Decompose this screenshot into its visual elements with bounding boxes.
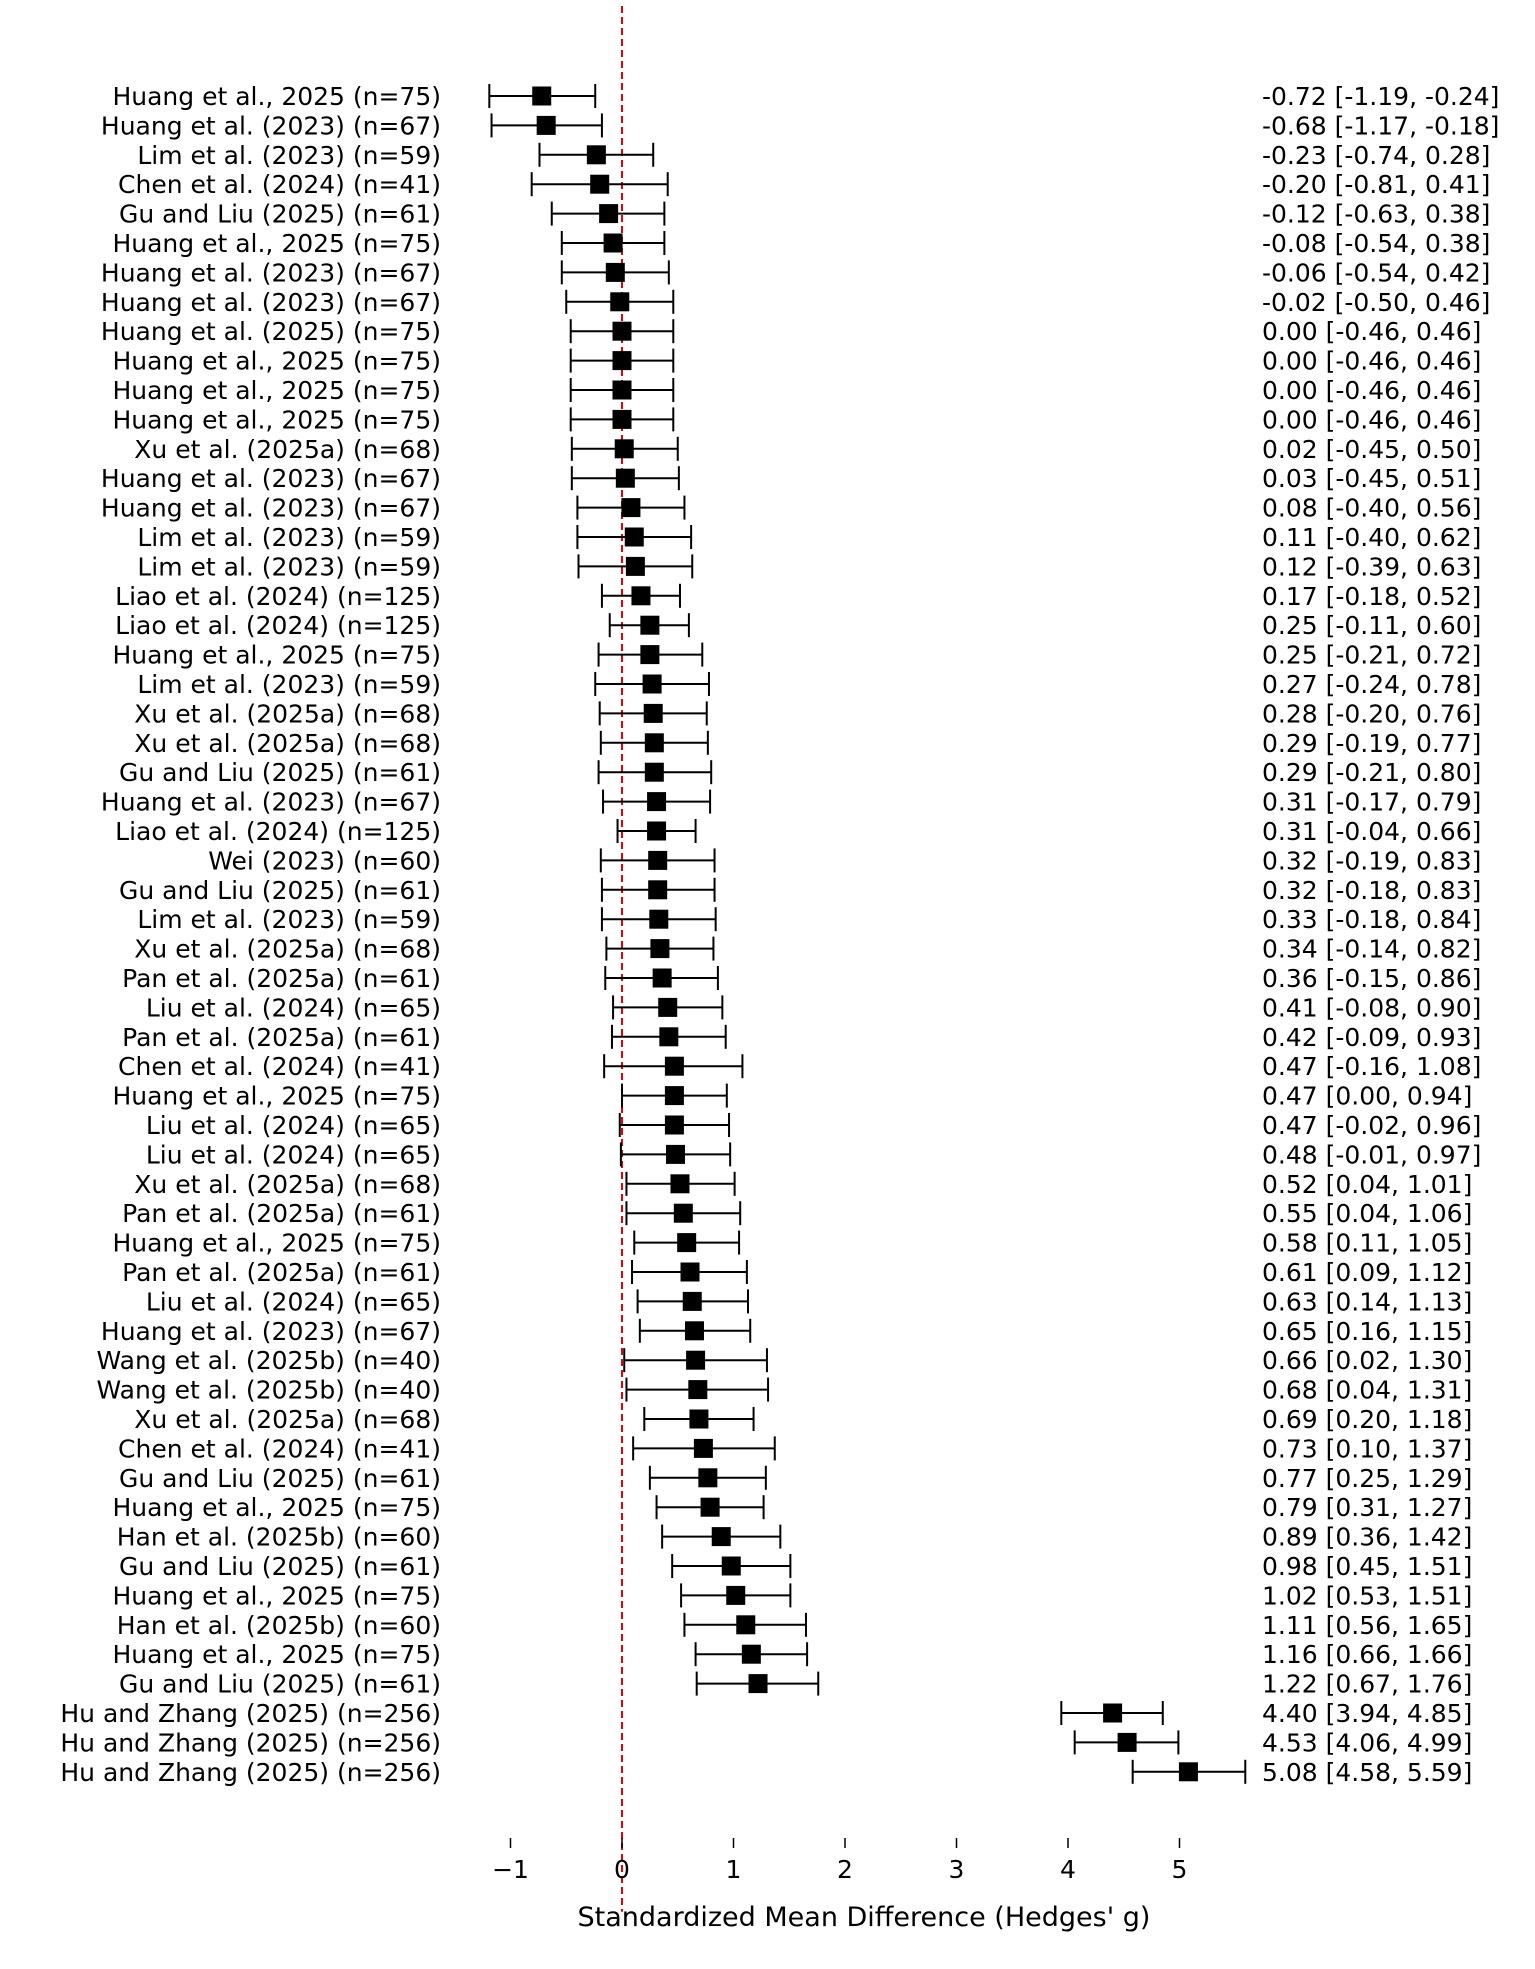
effect-marker bbox=[648, 851, 667, 870]
effect-ci-label: 1.16 [0.66, 1.66] bbox=[1262, 1640, 1473, 1670]
effect-ci-label: 0.02 [-0.45, 0.50] bbox=[1262, 434, 1482, 464]
study-label: Gu and Liu (2025) (n=61) bbox=[119, 875, 441, 905]
effect-ci-label: 0.03 [-0.45, 0.51] bbox=[1262, 464, 1482, 494]
effect-ci-label: 0.41 [-0.08, 0.90] bbox=[1262, 993, 1482, 1023]
effect-ci-label: 0.61 [0.09, 1.12] bbox=[1262, 1258, 1473, 1287]
effect-marker bbox=[631, 586, 650, 605]
effect-ci-label: 0.47 [-0.16, 1.08] bbox=[1262, 1052, 1482, 1082]
study-row bbox=[146, 1287, 1473, 1316]
effect-marker bbox=[615, 439, 634, 458]
effect-ci-label: 0.52 [0.04, 1.01] bbox=[1262, 1169, 1473, 1199]
effect-marker bbox=[606, 263, 625, 282]
study-label: Gu and Liu (2025) (n=61) bbox=[119, 1463, 441, 1493]
study-label: Xu et al. (2025a) (n=68) bbox=[134, 1169, 441, 1199]
study-row bbox=[137, 141, 1490, 170]
effect-ci-label: 0.65 [0.16, 1.15] bbox=[1262, 1316, 1473, 1346]
effect-ci-label: 0.98 [0.45, 1.51] bbox=[1262, 1552, 1473, 1581]
study-row bbox=[137, 523, 1481, 552]
effect-marker bbox=[688, 1380, 707, 1399]
study-label: Liao et al. (2024) (n=125) bbox=[115, 581, 441, 611]
effect-marker bbox=[621, 498, 640, 517]
study-row bbox=[115, 582, 1481, 611]
study-row bbox=[112, 347, 1481, 376]
study-label: Liao et al. (2024) (n=125) bbox=[115, 611, 441, 641]
study-label: Huang et al., 2025 (n=75) bbox=[112, 1493, 441, 1523]
effect-ci-label: -0.12 [-0.63, 0.38] bbox=[1262, 199, 1491, 229]
effect-marker bbox=[677, 1233, 696, 1252]
effect-marker bbox=[643, 675, 662, 694]
study-label: Huang et al. (2023) (n=67) bbox=[100, 493, 441, 523]
effect-ci-label: 0.17 [-0.18, 0.52] bbox=[1262, 581, 1482, 611]
study-label: Hu and Zhang (2025) (n=256) bbox=[60, 1699, 441, 1728]
effect-ci-label: 0.79 [0.31, 1.27] bbox=[1262, 1493, 1473, 1523]
effect-marker bbox=[1118, 1733, 1137, 1752]
effect-ci-label: 0.89 [0.36, 1.42] bbox=[1262, 1522, 1473, 1552]
study-label: Liu et al. (2024) (n=65) bbox=[145, 1140, 441, 1170]
effect-marker bbox=[749, 1674, 768, 1693]
study-row bbox=[118, 170, 1490, 199]
effect-marker bbox=[647, 792, 666, 811]
effect-ci-label: 0.48 [-0.01, 0.97] bbox=[1262, 1140, 1482, 1170]
effect-ci-label: -0.23 [-0.74, 0.28] bbox=[1262, 140, 1491, 170]
study-label: Xu et al. (2025a) (n=68) bbox=[134, 1405, 441, 1434]
effect-marker bbox=[640, 616, 659, 635]
effect-marker bbox=[674, 1204, 693, 1223]
study-row bbox=[60, 1699, 1472, 1728]
effect-ci-label: 1.11 [0.56, 1.65] bbox=[1262, 1610, 1473, 1640]
effect-ci-label: 0.27 [-0.24, 0.78] bbox=[1262, 670, 1482, 699]
study-label: Huang et al., 2025 (n=75) bbox=[112, 1640, 441, 1670]
study-label: Huang et al. (2023) (n=67) bbox=[100, 1316, 441, 1346]
effect-marker bbox=[726, 1586, 745, 1605]
effect-marker bbox=[683, 1292, 702, 1311]
study-row bbox=[119, 200, 1490, 229]
effect-ci-label: 0.28 [-0.20, 0.76] bbox=[1262, 699, 1482, 729]
effect-ci-label: 0.00 [-0.46, 0.46] bbox=[1262, 346, 1482, 376]
study-row bbox=[112, 405, 1481, 434]
effect-marker bbox=[613, 322, 632, 341]
effect-marker bbox=[742, 1645, 761, 1664]
study-row bbox=[112, 376, 1481, 405]
study-label: Chen et al. (2024) (n=41) bbox=[118, 1052, 441, 1082]
effect-ci-label: 0.34 [-0.14, 0.82] bbox=[1262, 934, 1482, 964]
study-label: Pan et al. (2025a) (n=61) bbox=[122, 964, 441, 993]
effect-ci-label: -0.72 [-1.19, -0.24] bbox=[1262, 82, 1500, 111]
effect-marker bbox=[650, 939, 669, 958]
study-label: Huang et al. (2023) (n=67) bbox=[100, 111, 441, 141]
study-label: Lim et al. (2023) (n=59) bbox=[137, 552, 441, 582]
study-label: Huang et al., 2025 (n=75) bbox=[112, 82, 441, 111]
effect-ci-label: 0.73 [0.10, 1.37] bbox=[1262, 1434, 1473, 1464]
effect-marker bbox=[701, 1498, 720, 1517]
study-row bbox=[101, 111, 1500, 140]
effect-marker bbox=[604, 234, 623, 253]
study-label: Lim et al. (2023) (n=59) bbox=[137, 670, 441, 699]
study-label: Huang et al., 2025 (n=75) bbox=[112, 1081, 441, 1111]
effect-marker bbox=[613, 381, 632, 400]
study-row bbox=[134, 435, 1481, 464]
study-row bbox=[134, 935, 1481, 964]
study-label: Huang et al. (2023) (n=67) bbox=[100, 464, 441, 494]
effect-marker bbox=[1103, 1704, 1122, 1723]
study-row bbox=[101, 258, 1491, 287]
effect-marker bbox=[610, 292, 629, 311]
effect-ci-label: 0.31 [-0.04, 0.66] bbox=[1262, 817, 1482, 846]
study-row bbox=[118, 1434, 1472, 1463]
study-row bbox=[146, 993, 1482, 1022]
study-row bbox=[101, 788, 1481, 817]
study-label: Xu et al. (2025a) (n=68) bbox=[134, 728, 441, 758]
effect-ci-label: 0.47 [0.00, 0.94] bbox=[1262, 1081, 1473, 1111]
x-tick-label: 0 bbox=[614, 1855, 630, 1884]
study-row bbox=[208, 846, 1481, 875]
study-row bbox=[115, 611, 1481, 640]
effect-marker bbox=[681, 1263, 700, 1282]
effect-marker bbox=[666, 1145, 685, 1164]
effect-marker bbox=[722, 1557, 741, 1576]
effect-ci-label: 0.25 [-0.21, 0.72] bbox=[1262, 640, 1482, 670]
effect-ci-label: 0.33 [-0.18, 0.84] bbox=[1262, 905, 1482, 935]
effect-marker bbox=[736, 1615, 755, 1634]
effect-marker bbox=[686, 1351, 705, 1370]
effect-marker bbox=[644, 704, 663, 723]
study-row bbox=[119, 1464, 1472, 1493]
study-label: Gu and Liu (2025) (n=61) bbox=[119, 758, 441, 788]
effect-ci-label: 0.55 [0.04, 1.06] bbox=[1262, 1199, 1473, 1229]
effect-marker bbox=[649, 910, 668, 929]
study-label: Gu and Liu (2025) (n=61) bbox=[119, 1669, 441, 1699]
effect-ci-label: -0.20 [-0.81, 0.41] bbox=[1262, 170, 1491, 200]
effect-ci-label: 0.42 [-0.09, 0.93] bbox=[1262, 1022, 1482, 1052]
study-label: Pan et al. (2025a) (n=61) bbox=[122, 1199, 441, 1229]
effect-marker bbox=[626, 557, 645, 576]
effect-ci-label: 0.31 [-0.17, 0.79] bbox=[1262, 787, 1482, 817]
effect-ci-label: 0.36 [-0.15, 0.86] bbox=[1262, 964, 1482, 993]
effect-marker bbox=[1179, 1762, 1198, 1781]
effect-marker bbox=[659, 1027, 678, 1046]
effect-marker bbox=[640, 645, 659, 664]
study-label: Chen et al. (2024) (n=41) bbox=[118, 170, 441, 200]
effect-marker bbox=[645, 733, 664, 752]
study-label: Wang et al. (2025b) (n=40) bbox=[96, 1375, 441, 1405]
study-row bbox=[146, 1140, 1482, 1169]
study-row bbox=[97, 1346, 1473, 1375]
effect-ci-label: 0.29 [-0.21, 0.80] bbox=[1262, 758, 1482, 788]
study-row bbox=[146, 1111, 1482, 1140]
effect-ci-label: 0.25 [-0.11, 0.60] bbox=[1262, 611, 1482, 641]
effect-marker bbox=[665, 1057, 684, 1076]
x-tick-label: 2 bbox=[837, 1855, 853, 1884]
study-label: Chen et al. (2024) (n=41) bbox=[118, 1434, 441, 1464]
study-row bbox=[112, 1229, 1472, 1258]
study-row bbox=[115, 817, 1481, 846]
effect-marker bbox=[587, 145, 606, 164]
effect-ci-label: 0.47 [-0.02, 0.96] bbox=[1262, 1111, 1482, 1140]
effect-marker bbox=[645, 763, 664, 782]
effect-ci-label: 0.66 [0.02, 1.30] bbox=[1262, 1346, 1473, 1376]
effect-ci-label: 0.00 [-0.46, 0.46] bbox=[1262, 317, 1482, 347]
study-label: Huang et al., 2025 (n=75) bbox=[112, 405, 441, 435]
effect-ci-label: -0.08 [-0.54, 0.38] bbox=[1262, 229, 1491, 258]
study-row bbox=[97, 1376, 1473, 1405]
study-row bbox=[122, 1023, 1481, 1052]
study-row bbox=[122, 1199, 1472, 1228]
study-label: Liao et al. (2024) (n=125) bbox=[115, 817, 441, 846]
study-label: Han et al. (2025b) (n=60) bbox=[116, 1610, 441, 1640]
effect-ci-label: 0.08 [-0.40, 0.56] bbox=[1262, 493, 1482, 523]
study-row bbox=[60, 1728, 1472, 1757]
effect-ci-label: 4.53 [4.06, 4.99] bbox=[1262, 1728, 1473, 1758]
effect-marker bbox=[689, 1410, 708, 1429]
study-label: Wei (2023) (n=60) bbox=[208, 846, 441, 876]
effect-ci-label: 0.69 [0.20, 1.18] bbox=[1262, 1405, 1473, 1434]
study-label: Huang et al., 2025 (n=75) bbox=[112, 1581, 441, 1611]
study-label: Gu and Liu (2025) (n=61) bbox=[119, 1552, 441, 1581]
effect-ci-label: 0.00 [-0.46, 0.46] bbox=[1262, 376, 1482, 405]
study-label: Liu et al. (2024) (n=65) bbox=[145, 993, 441, 1023]
effect-marker bbox=[712, 1527, 731, 1546]
study-row bbox=[112, 1493, 1472, 1522]
effect-ci-label: 0.58 [0.11, 1.05] bbox=[1262, 1228, 1473, 1258]
effect-ci-label: 1.02 [0.53, 1.51] bbox=[1262, 1581, 1473, 1611]
study-row bbox=[122, 1258, 1472, 1287]
study-row bbox=[112, 229, 1490, 258]
effect-marker bbox=[625, 528, 644, 547]
study-row bbox=[101, 317, 1481, 346]
effect-ci-label: -0.68 [-1.17, -0.18] bbox=[1262, 111, 1500, 141]
study-label: Lim et al. (2023) (n=59) bbox=[137, 905, 441, 935]
x-tick-label: 4 bbox=[1060, 1855, 1076, 1884]
study-label: Hu and Zhang (2025) (n=256) bbox=[60, 1728, 441, 1758]
effect-marker bbox=[532, 87, 551, 106]
x-tick-label: 3 bbox=[948, 1855, 965, 1884]
study-label: Xu et al. (2025a) (n=68) bbox=[134, 699, 441, 729]
effect-marker bbox=[599, 204, 618, 223]
study-label: Huang et al., 2025 (n=75) bbox=[112, 229, 441, 258]
study-label: Huang et al., 2025 (n=75) bbox=[112, 346, 441, 376]
effect-ci-label: 0.68 [0.04, 1.31] bbox=[1262, 1375, 1473, 1405]
effect-marker bbox=[647, 822, 666, 841]
effect-ci-label: 4.40 [3.94, 4.85] bbox=[1262, 1699, 1473, 1728]
study-label: Huang et al., 2025 (n=75) bbox=[112, 376, 441, 405]
effect-ci-label: -0.02 [-0.50, 0.46] bbox=[1262, 287, 1491, 317]
x-axis-title: Standardized Mean Difference (Hedges' g) bbox=[577, 1902, 1151, 1933]
effect-marker bbox=[685, 1321, 704, 1340]
study-row bbox=[60, 1758, 1472, 1787]
study-row bbox=[117, 1523, 1473, 1552]
study-label: Pan et al. (2025a) (n=61) bbox=[122, 1022, 441, 1052]
effect-ci-label: -0.06 [-0.54, 0.42] bbox=[1262, 258, 1491, 288]
study-row bbox=[112, 1640, 1472, 1669]
effect-marker bbox=[694, 1439, 713, 1458]
study-row bbox=[119, 1552, 1472, 1581]
effect-ci-label: 0.77 [0.25, 1.29] bbox=[1262, 1463, 1473, 1493]
study-label: Huang et al. (2025) (n=75) bbox=[100, 317, 441, 347]
study-row bbox=[101, 1317, 1472, 1346]
study-row bbox=[112, 1581, 1472, 1610]
study-row bbox=[134, 1405, 1472, 1434]
effect-ci-label: 0.11 [-0.40, 0.62] bbox=[1262, 523, 1482, 552]
effect-ci-label: 0.29 [-0.19, 0.77] bbox=[1262, 728, 1482, 758]
study-label: Huang et al. (2023) (n=67) bbox=[100, 787, 441, 817]
effect-ci-label: 0.00 [-0.46, 0.46] bbox=[1262, 405, 1482, 435]
study-row bbox=[134, 699, 1481, 728]
study-row bbox=[122, 964, 1481, 993]
study-label: Wang et al. (2025b) (n=40) bbox=[96, 1346, 441, 1376]
effect-marker bbox=[658, 998, 677, 1017]
study-label: Huang et al., 2025 (n=75) bbox=[112, 640, 441, 670]
effect-ci-label: 0.63 [0.14, 1.13] bbox=[1262, 1287, 1473, 1317]
study-row bbox=[134, 729, 1481, 758]
study-label: Lim et al. (2023) (n=59) bbox=[137, 140, 441, 170]
effect-marker bbox=[613, 410, 632, 429]
effect-marker bbox=[537, 116, 556, 135]
study-row bbox=[117, 1611, 1473, 1640]
study-row bbox=[101, 464, 1481, 493]
study-label: Huang et al. (2023) (n=67) bbox=[100, 258, 441, 288]
effect-marker bbox=[616, 469, 635, 488]
effect-marker bbox=[670, 1174, 689, 1193]
study-label: Hu and Zhang (2025) (n=256) bbox=[60, 1757, 441, 1787]
study-row bbox=[118, 1052, 1481, 1081]
study-label: Liu et al. (2024) (n=65) bbox=[145, 1287, 441, 1317]
study-label: Xu et al. (2025a) (n=68) bbox=[134, 434, 441, 464]
effect-marker bbox=[590, 175, 609, 194]
study-row bbox=[137, 905, 1481, 934]
study-row bbox=[101, 288, 1491, 317]
study-row bbox=[137, 552, 1481, 581]
effect-ci-label: 0.32 [-0.19, 0.83] bbox=[1262, 846, 1482, 876]
effect-marker bbox=[698, 1468, 717, 1487]
effect-marker bbox=[613, 351, 632, 370]
effect-marker bbox=[648, 880, 667, 899]
study-row bbox=[119, 1670, 1472, 1699]
study-row bbox=[137, 670, 1481, 699]
study-row bbox=[112, 641, 1481, 670]
effect-ci-label: 0.12 [-0.39, 0.63] bbox=[1262, 552, 1482, 582]
study-label: Lim et al. (2023) (n=59) bbox=[137, 523, 441, 552]
study-label: Liu et al. (2024) (n=65) bbox=[145, 1111, 441, 1140]
study-row bbox=[112, 1082, 1472, 1111]
study-row bbox=[112, 82, 1499, 111]
study-row bbox=[119, 876, 1481, 905]
study-label: Han et al. (2025b) (n=60) bbox=[116, 1522, 441, 1552]
effect-ci-label: 0.32 [-0.18, 0.83] bbox=[1262, 875, 1482, 905]
x-tick-label: 5 bbox=[1171, 1855, 1188, 1884]
study-label: Xu et al. (2025a) (n=68) bbox=[134, 934, 441, 964]
study-label: Gu and Liu (2025) (n=61) bbox=[119, 199, 441, 229]
effect-marker bbox=[665, 1086, 684, 1105]
effect-marker bbox=[665, 1116, 684, 1135]
effect-marker bbox=[653, 969, 672, 988]
effect-ci-label: 1.22 [0.67, 1.76] bbox=[1262, 1669, 1473, 1699]
study-row bbox=[119, 758, 1481, 787]
study-label: Huang et al., 2025 (n=75) bbox=[112, 1228, 441, 1258]
study-label: Pan et al. (2025a) (n=61) bbox=[122, 1258, 441, 1287]
effect-ci-label: 5.08 [4.58, 5.59] bbox=[1262, 1757, 1473, 1787]
study-row bbox=[134, 1170, 1472, 1199]
x-tick-label: −1 bbox=[492, 1855, 529, 1884]
x-tick-label: 1 bbox=[725, 1855, 742, 1884]
study-label: Huang et al. (2023) (n=67) bbox=[100, 287, 441, 317]
study-row bbox=[101, 494, 1481, 523]
